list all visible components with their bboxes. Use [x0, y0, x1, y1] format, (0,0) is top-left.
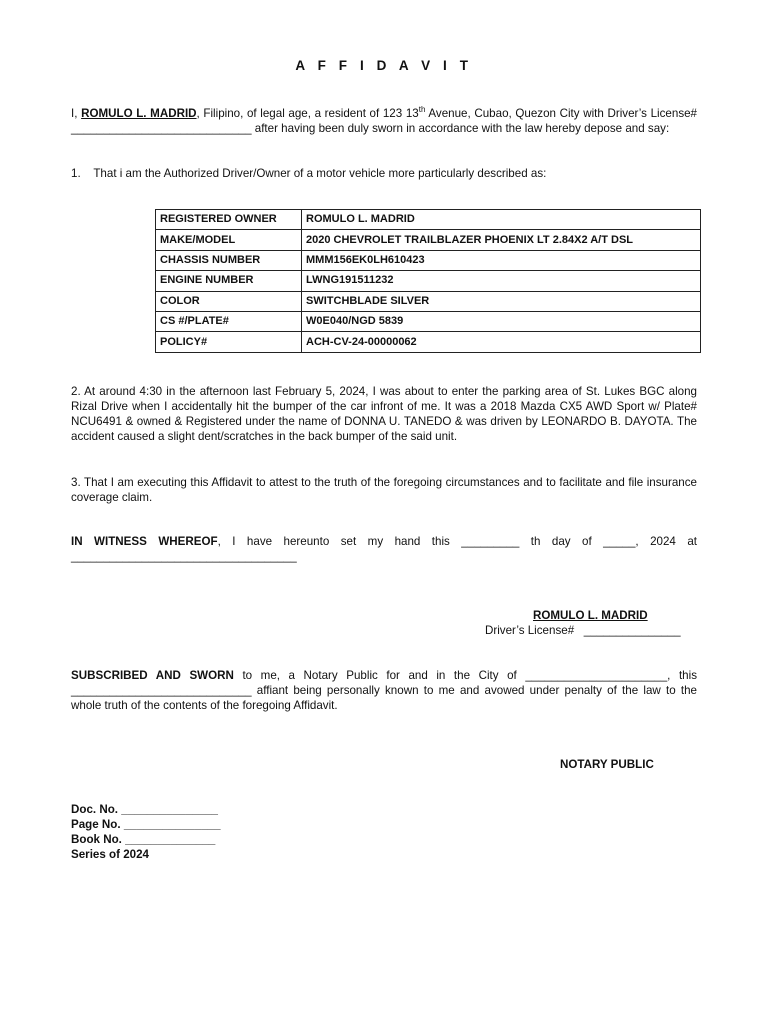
vehicle-field-label: COLOR: [156, 291, 302, 311]
vehicle-field-value: ACH-CV-24-00000062: [302, 332, 701, 352]
intro-text-2: , Filipino, of legal age, a resident of 123 13: [196, 107, 419, 120]
ordinal-suffix: th: [418, 105, 426, 115]
table-row: [156, 291, 701, 311]
item-2: 2. At around 4:30 in the afternoon last February 5, 2024, I was about to enter the parking area of St. Lukes BGC along Rizal Drive when I accidentally hit the bumper of the car infront of me. It was a 2018 Mazda CX5 AWD Sport w/ Plate# NCU6491 & owned & Registered under the name of DONNA U. TANEDO & was driven by LEONARDO B. DAYOTA. The accident caused a slight dent/scratches in the back bumper of the said unit.: [71, 385, 697, 443]
witness-text: , I have hereunto set my hand this _________ th day of _____, 2024 at ___________________________________: [71, 535, 698, 563]
document-title: A F F I D A V I T: [295, 58, 473, 73]
witness-paragraph: [71, 534, 697, 564]
subscribed-text: to me, a Notary Public for and in the City of ______________________, this ____________________________ affiant being personally known to me and avowed under penalty of the law to the whole truth of the contents of the foregoing Affidavit.: [71, 669, 697, 712]
table-row: [156, 210, 701, 230]
intro-text-3: Avenue, Cubao, Quezon City with Driver’s License# ____________________________ after having been duly sworn in accordance with the law hereby depose and say:: [71, 107, 698, 135]
subscribed-paragraph: [71, 668, 697, 713]
item-1: 1. That i am the Authorized Driver/Owner of a motor vehicle more particularly described as:: [71, 167, 547, 180]
vehicle-field-value: W0E040/NGD 5839: [302, 311, 701, 331]
notary-public-label: NOTARY PUBLIC: [560, 758, 654, 771]
page-no: Page No. _______________: [71, 818, 221, 831]
vehicle-field-label: REGISTERED OWNER: [156, 210, 302, 230]
vehicle-details-table: [155, 209, 701, 353]
table-row: [156, 271, 701, 291]
vehicle-field-value: 2020 CHEVROLET TRAILBLAZER PHOENIX LT 2.84X2 A/T DSL: [302, 230, 701, 250]
witness-lead: IN WITNESS WHEREOF: [71, 535, 218, 548]
book-no: Book No. ______________: [71, 833, 216, 846]
series: Series of 2024: [71, 848, 149, 861]
vehicle-field-value: MMM156EK0LH610423: [302, 250, 701, 270]
vehicle-field-value: LWNG191511232: [302, 271, 701, 291]
table-row: [156, 250, 701, 270]
vehicle-field-value: ROMULO L. MADRID: [302, 210, 701, 230]
vehicle-field-label: POLICY#: [156, 332, 302, 352]
vehicle-field-label: MAKE/MODEL: [156, 230, 302, 250]
item-3: 3. That I am executing this Affidavit to attest to the truth of the foregoing circumstances and to facilitate and file insurance coverage claim.: [71, 476, 697, 504]
vehicle-field-label: CHASSIS NUMBER: [156, 250, 302, 270]
table-row: [156, 230, 701, 250]
intro-paragraph: [71, 106, 697, 136]
vehicle-field-label: CS #/PLATE#: [156, 311, 302, 331]
intro-text-1: I,: [71, 107, 82, 120]
signature-license: Driver’s License# _______________: [485, 624, 681, 637]
table-row: [156, 311, 701, 331]
vehicle-field-label: ENGINE NUMBER: [156, 271, 302, 291]
affiant-name: ROMULO L. MADRID: [81, 107, 197, 120]
signature-name: ROMULO L. MADRID: [533, 609, 648, 622]
table-row: [156, 332, 701, 352]
vehicle-field-value: SWITCHBLADE SILVER: [302, 291, 701, 311]
subscribed-lead: SUBSCRIBED AND SWORN: [71, 669, 234, 682]
doc-no: Doc. No. _______________: [71, 803, 218, 816]
